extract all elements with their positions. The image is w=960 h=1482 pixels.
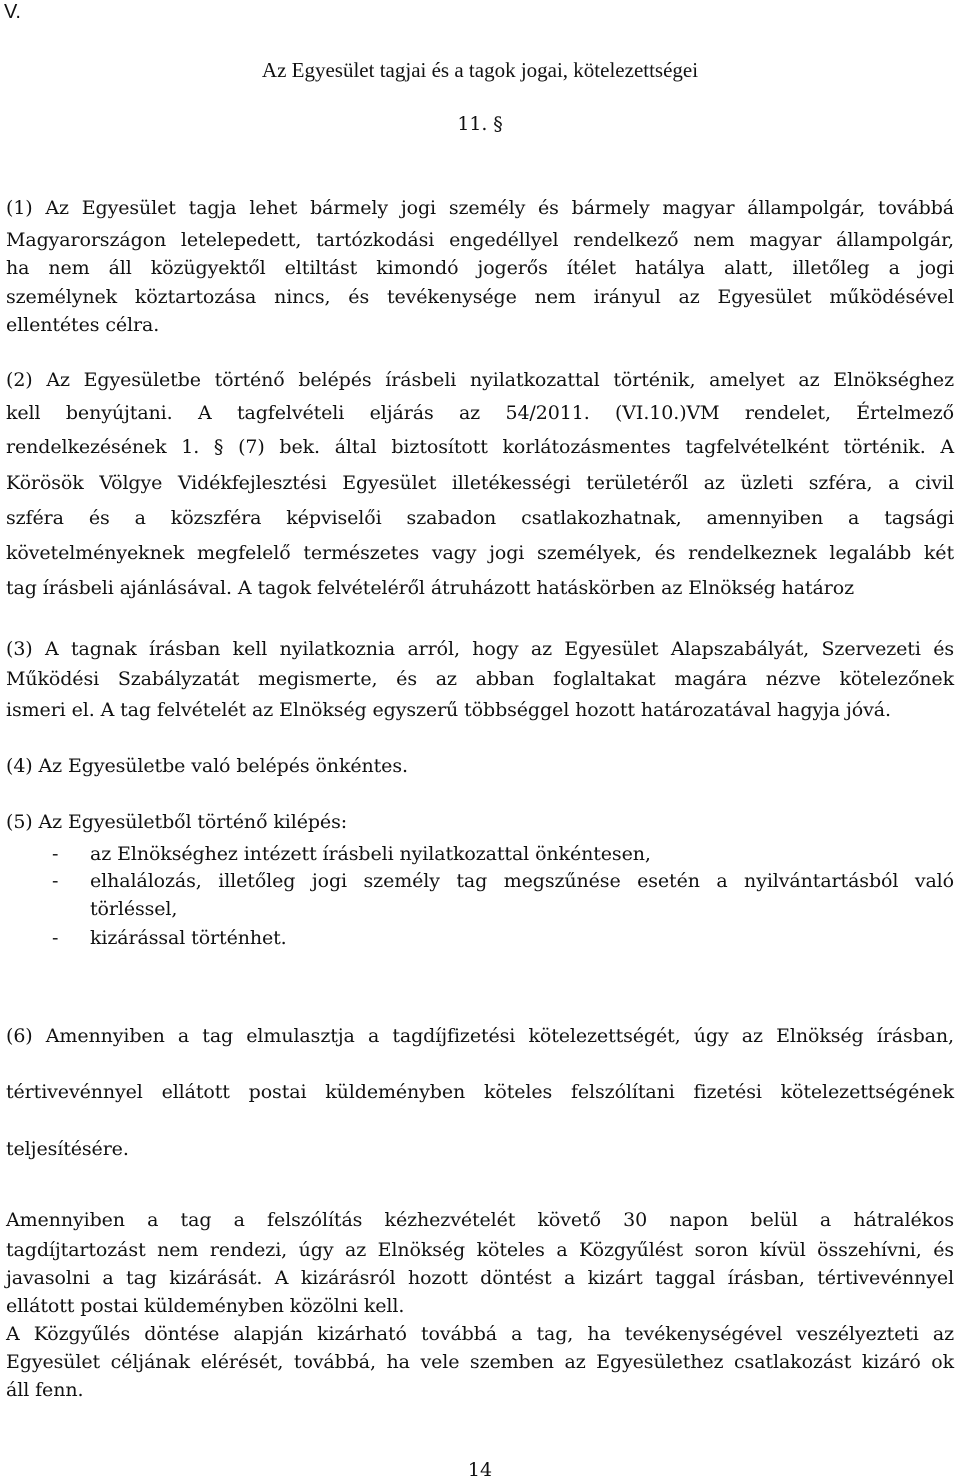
paragraph-line: Körösök Völgye Vidékfejlesztési Egyesület illetékességi területéről az üzleti szféra, a civil <box>6 472 954 494</box>
paragraph-line: tagdíjtartozást nem rendezi, úgy az Elnökség köteles a Közgyűlést soron kívül összehívni, és <box>6 1239 954 1261</box>
paragraph-line: (3) A tagnak írásban kell nyilatkoznia arról, hogy az Egyesület Alapszabályát, Szervezeti és <box>6 638 954 660</box>
list-item-text: törléssel, <box>90 898 178 920</box>
paragraph-line: áll fenn. <box>6 1379 84 1401</box>
page-number: 14 <box>467 1459 493 1481</box>
paragraph-line: Működési Szabályzatát megismerte, és az abban foglaltakat magára nézve kötelezőnek <box>6 668 954 690</box>
list-dash: - <box>52 843 59 865</box>
paragraph-line: rendelkezésének 1. § (7) bek. által biztosított korlátozásmentes tagfelvételként történik. A <box>6 436 954 458</box>
paragraph-line: tag írásbeli ajánlásával. A tagok felvételéről átruházott hatáskörben az Elnökség határoz <box>6 577 855 599</box>
paragraph-line: személynek köztartozása nincs, és tevékenysége nem irányul az Egyesület működésével <box>6 286 954 308</box>
paragraph-line: tértivevénnyel ellátott postai küldeményben köteles felszólítani fizetési kötelezettségének <box>6 1081 954 1103</box>
paragraph-line: (6) Amennyiben a tag elmulasztja a tagdíjfizetési kötelezettségét, úgy az Elnökség írásban, <box>6 1025 954 1047</box>
paragraph-line: Magyarországon letelepedett, tartózkodási engedéllyel rendelkező nem magyar állampolgár, <box>6 229 954 251</box>
paragraph-line: ha nem áll közügyektől eltiltást kimondó jogerős ítélet hatálya alatt, illetőleg a jogi <box>6 257 954 279</box>
paragraph-4: (4) Az Egyesületbe való belépés önkéntes. <box>6 755 408 777</box>
paragraph-line: ellátott postai küldeményben közölni kell. <box>6 1295 405 1317</box>
paragraph-line: szféra és a közszféra képviselői szabadon csatlakozhatnak, amennyiben a tagsági <box>6 507 954 529</box>
chapter-number: V. <box>4 1 21 23</box>
paragraph-line: (1) Az Egyesület tagja lehet bármely jogi személy és bármely magyar állampolgár, továbbá <box>6 197 954 219</box>
paragraph-line: A Közgyűlés döntése alapján kizárható továbbá a tag, ha tevékenységével veszélyezteti az <box>6 1323 954 1345</box>
paragraph-line: (2) Az Egyesületbe történő belépés írásbeli nyilatkozattal történik, amelyet az Elnökséghez <box>6 369 954 391</box>
list-item-text: elhalálozás, illetőleg jogi személy tag megszűnése esetén a nyilvántartásból való <box>90 870 954 892</box>
list-item-text: kizárással történhet. <box>90 927 287 949</box>
paragraph-line: ellentétes célra. <box>6 314 160 336</box>
paragraph-line: kell benyújtani. A tagfelvételi eljárás az 54/2011. (VI.10.)VM rendelet, Értelmező <box>6 402 954 424</box>
paragraph-line: javasolni a tag kizárását. A kizárásról hozott döntést a kizárt taggal írásban, tértivevénnyel <box>6 1267 954 1289</box>
paragraph-line: Egyesület céljának elérését, továbbá, ha vele szemben az Egyesülethez csatlakozást kizáró ok <box>6 1351 954 1373</box>
list-dash: - <box>52 870 59 892</box>
chapter-title: Az Egyesület tagjai és a tagok jogai, kötelezettségei <box>261 58 699 82</box>
paragraph-line: követelményeknek megfelelő természetes vagy jogi személyek, és rendelkeznek legalább két <box>6 542 954 564</box>
paragraph-line: teljesítésére. <box>6 1138 129 1160</box>
section-heading: 11. § <box>457 113 503 135</box>
paragraph-line: Amennyiben a tag a felszólítás kézhezvételét követő 30 napon belül a hátralékos <box>6 1209 954 1231</box>
paragraph-line: (5) Az Egyesületből történő kilépés: <box>6 811 348 833</box>
list-dash: - <box>52 927 59 949</box>
paragraph-line: ismeri el. A tag felvételét az Elnökség egyszerű többséggel hozott határozatával hagyja jóvá. <box>6 699 891 721</box>
list-item-text: az Elnökséghez intézett írásbeli nyilatkozattal önkéntesen, <box>90 843 651 865</box>
